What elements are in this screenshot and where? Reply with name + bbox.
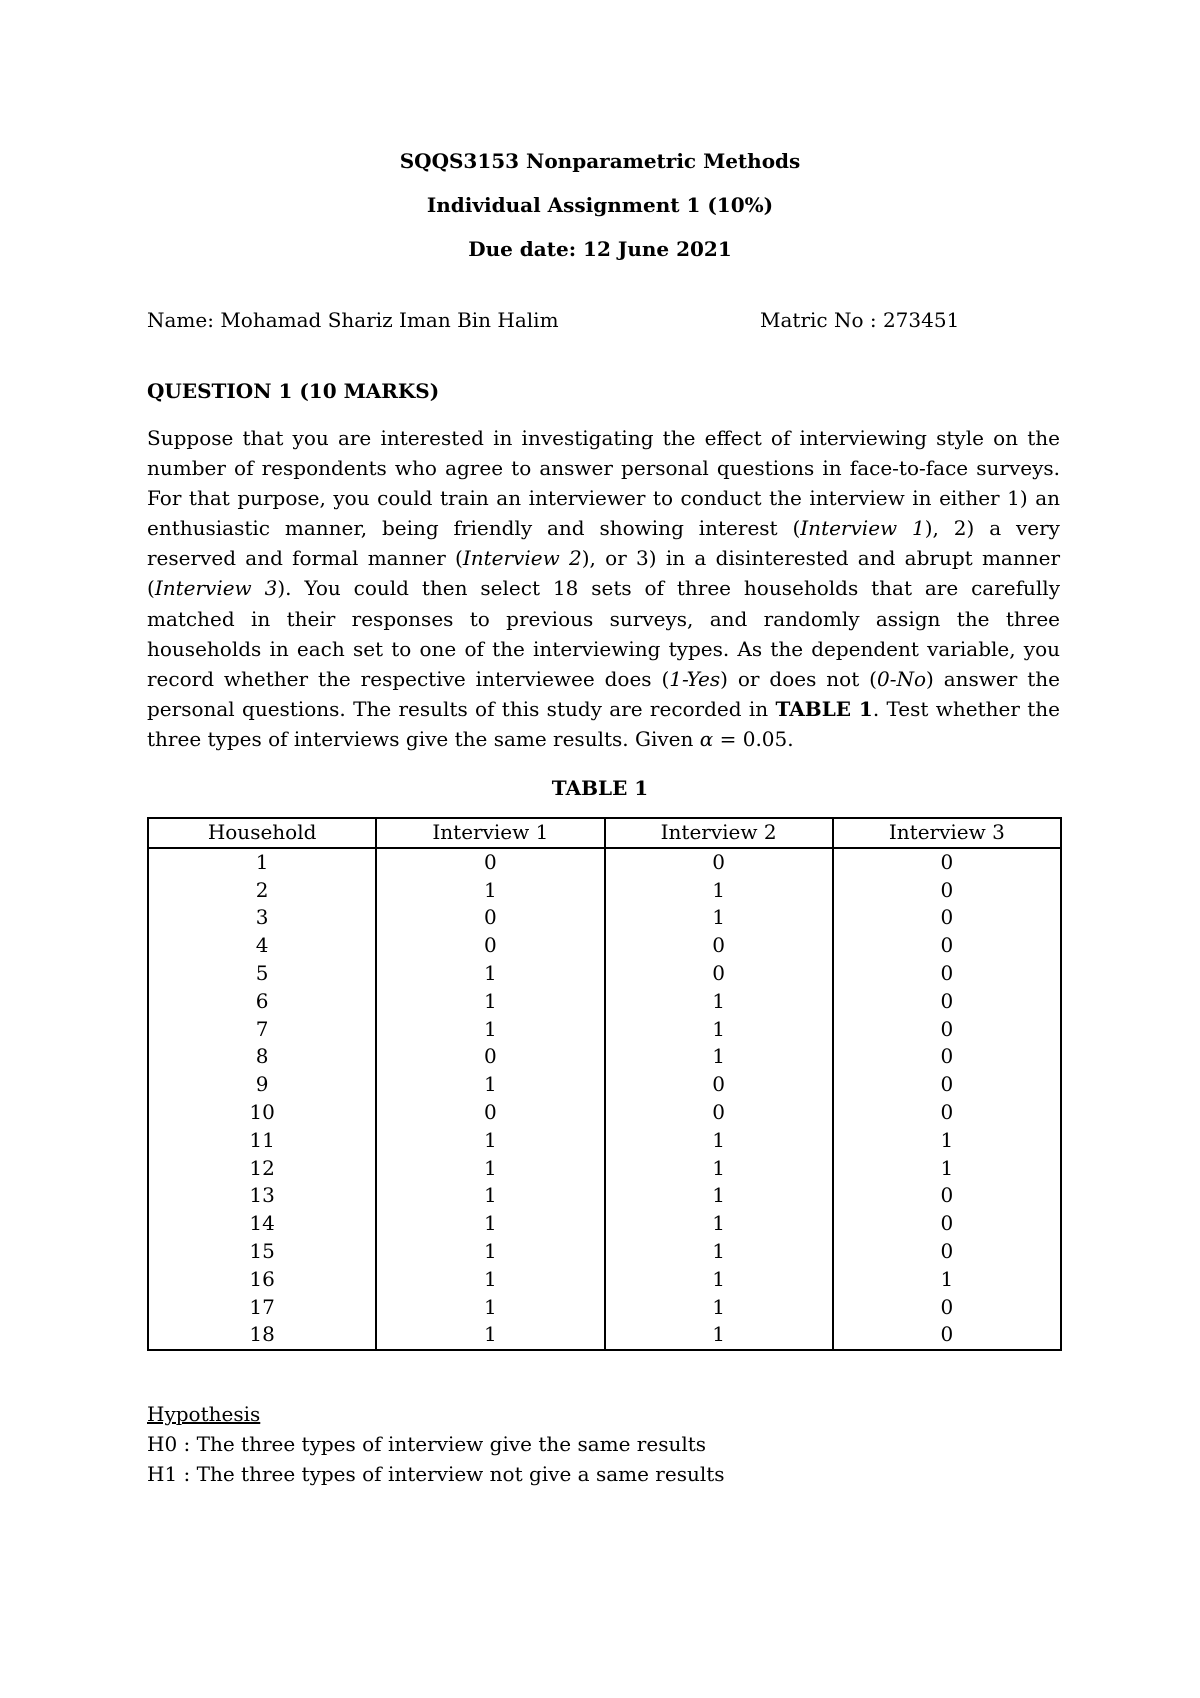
interview-2-cell: 1 — [605, 1266, 833, 1294]
household-cell: 14 — [148, 1210, 376, 1238]
interview-1-cell: 1 — [376, 1182, 604, 1210]
household-cell: 1 — [148, 848, 376, 877]
table-row — [148, 1099, 1061, 1127]
interview-3-cell: 0 — [833, 1071, 1061, 1099]
table-title: TABLE 1 — [551, 776, 649, 800]
question-text: Suppose that you are interested in investigating the effect of interviewing style on the number of respondents who agree to answer personal questions in face-to-face surveys. For that purpose, you could train an interviewer to conduct the interview in either 1) an enthusiastic manner, being friendly and showing interest (Interview 1), 2) a very reserved and formal manner (Interview 2), or 3) in a disinterested and abrupt manner (Interview 3). You could then select 18 sets of three households that are carefully matched in their responses to previous surveys, and randomly assign the three households in each set to one of the interviewing types. As the dependent variable, you record whether the respective interviewee does (1-Yes) or does not (0-No) answer the personal questions. The results of this study are recorded in TABLE 1. Test whether the three types of interviews give the same results. Given α = 0.05. — [147, 426, 1061, 751]
table-row — [148, 1016, 1061, 1044]
interview-1-cell: 0 — [376, 932, 604, 960]
table-row — [148, 1238, 1061, 1266]
household-cell: 6 — [148, 988, 376, 1016]
student-name: Name: Mohamad Shariz Iman Bin Halim — [147, 308, 559, 332]
table-row — [148, 1127, 1061, 1155]
interview-1-cell: 1 — [376, 1238, 604, 1266]
interview-3-cell: 0 — [833, 1099, 1061, 1127]
household-cell: 16 — [148, 1266, 376, 1294]
interview-2-cell: 1 — [605, 1238, 833, 1266]
interview-1-cell: 0 — [376, 1043, 604, 1071]
course-title: SQQS3153 Nonparametric Methods — [399, 149, 801, 173]
household-cell: 10 — [148, 1099, 376, 1127]
interview-1-cell: 1 — [376, 1127, 604, 1155]
interview-2-cell: 1 — [605, 1016, 833, 1044]
interview-3-cell: 0 — [833, 877, 1061, 905]
due-date: Due date: 12 June 2021 — [468, 237, 732, 261]
interview-3-cell: 0 — [833, 1016, 1061, 1044]
table-row — [148, 1043, 1061, 1071]
interview-2-cell: 1 — [605, 1155, 833, 1183]
interview-3-cell: 0 — [833, 988, 1061, 1016]
interview-3-cell: 0 — [833, 1238, 1061, 1266]
interview-3-cell: 0 — [833, 848, 1061, 877]
interview-1-cell: 1 — [376, 1016, 604, 1044]
assignment-title: Individual Assignment 1 (10%) — [426, 193, 774, 217]
table-header-row — [148, 818, 1061, 848]
interview-3-cell: 0 — [833, 1294, 1061, 1322]
interview-2-cell: 0 — [605, 1071, 833, 1099]
interview-2-cell: 1 — [605, 988, 833, 1016]
household-cell: 15 — [148, 1238, 376, 1266]
table-row — [148, 904, 1061, 932]
interview-1-cell: 1 — [376, 960, 604, 988]
table-body — [148, 848, 1061, 1350]
table-row — [148, 988, 1061, 1016]
col-interview-2: Interview 2 — [605, 818, 833, 848]
table-row — [148, 877, 1061, 905]
household-cell: 2 — [148, 877, 376, 905]
question-heading: QUESTION 1 (10 MARKS) — [147, 379, 440, 403]
household-cell: 8 — [148, 1043, 376, 1071]
col-interview-1: Interview 1 — [376, 818, 604, 848]
interview-1-cell: 1 — [376, 988, 604, 1016]
household-cell: 11 — [148, 1127, 376, 1155]
interview-2-cell: 0 — [605, 932, 833, 960]
interview-2-cell: 1 — [605, 1182, 833, 1210]
household-cell: 5 — [148, 960, 376, 988]
interview-2-cell: 1 — [605, 904, 833, 932]
household-cell: 7 — [148, 1016, 376, 1044]
interview-3-cell: 1 — [833, 1127, 1061, 1155]
table-row — [148, 1321, 1061, 1350]
table-row — [148, 1071, 1061, 1099]
interview-1-cell: 1 — [376, 1321, 604, 1350]
household-cell: 18 — [148, 1321, 376, 1350]
table-row — [148, 1155, 1061, 1183]
interview-1-cell: 0 — [376, 904, 604, 932]
interview-1-cell: 1 — [376, 1266, 604, 1294]
interview-3-cell: 0 — [833, 904, 1061, 932]
interview-3-cell: 0 — [833, 1182, 1061, 1210]
table-row — [148, 1294, 1061, 1322]
interview-1-cell: 1 — [376, 1071, 604, 1099]
interview-2-cell: 1 — [605, 1043, 833, 1071]
interview-1-cell: 1 — [376, 1155, 604, 1183]
interview-1-cell: 0 — [376, 848, 604, 877]
hypothesis-h0: H0 : The three types of interview give the same results — [147, 1432, 707, 1456]
household-cell: 3 — [148, 904, 376, 932]
table-row — [148, 1182, 1061, 1210]
interview-2-cell: 1 — [605, 1321, 833, 1350]
interview-1-cell: 1 — [376, 877, 604, 905]
interview-2-cell: 0 — [605, 1099, 833, 1127]
household-cell: 4 — [148, 932, 376, 960]
hypothesis-h1: H1 : The three types of interview not give a same results — [147, 1462, 725, 1486]
hypothesis-title: Hypothesis — [147, 1402, 261, 1426]
interview-3-cell: 0 — [833, 932, 1061, 960]
interview-2-cell: 1 — [605, 877, 833, 905]
interview-2-cell: 0 — [605, 960, 833, 988]
interview-3-cell: 1 — [833, 1266, 1061, 1294]
household-cell: 13 — [148, 1182, 376, 1210]
results-table — [147, 817, 1062, 1351]
matric-number: Matric No : 273451 — [760, 308, 960, 332]
table-row — [148, 1210, 1061, 1238]
interview-2-cell: 1 — [605, 1127, 833, 1155]
interview-3-cell: 0 — [833, 1210, 1061, 1238]
interview-3-cell: 0 — [833, 960, 1061, 988]
interview-1-cell: 0 — [376, 1099, 604, 1127]
household-cell: 17 — [148, 1294, 376, 1322]
interview-1-cell: 1 — [376, 1210, 604, 1238]
col-household: Household — [148, 818, 376, 848]
interview-3-cell: 1 — [833, 1155, 1061, 1183]
household-cell: 12 — [148, 1155, 376, 1183]
interview-3-cell: 0 — [833, 1043, 1061, 1071]
table-row — [148, 848, 1061, 877]
interview-2-cell: 1 — [605, 1294, 833, 1322]
interview-3-cell: 0 — [833, 1321, 1061, 1350]
interview-1-cell: 1 — [376, 1294, 604, 1322]
interview-2-cell: 1 — [605, 1210, 833, 1238]
table-row — [148, 932, 1061, 960]
household-cell: 9 — [148, 1071, 376, 1099]
table-row — [148, 1266, 1061, 1294]
col-interview-3: Interview 3 — [833, 818, 1061, 848]
table-row — [148, 960, 1061, 988]
interview-2-cell: 0 — [605, 848, 833, 877]
